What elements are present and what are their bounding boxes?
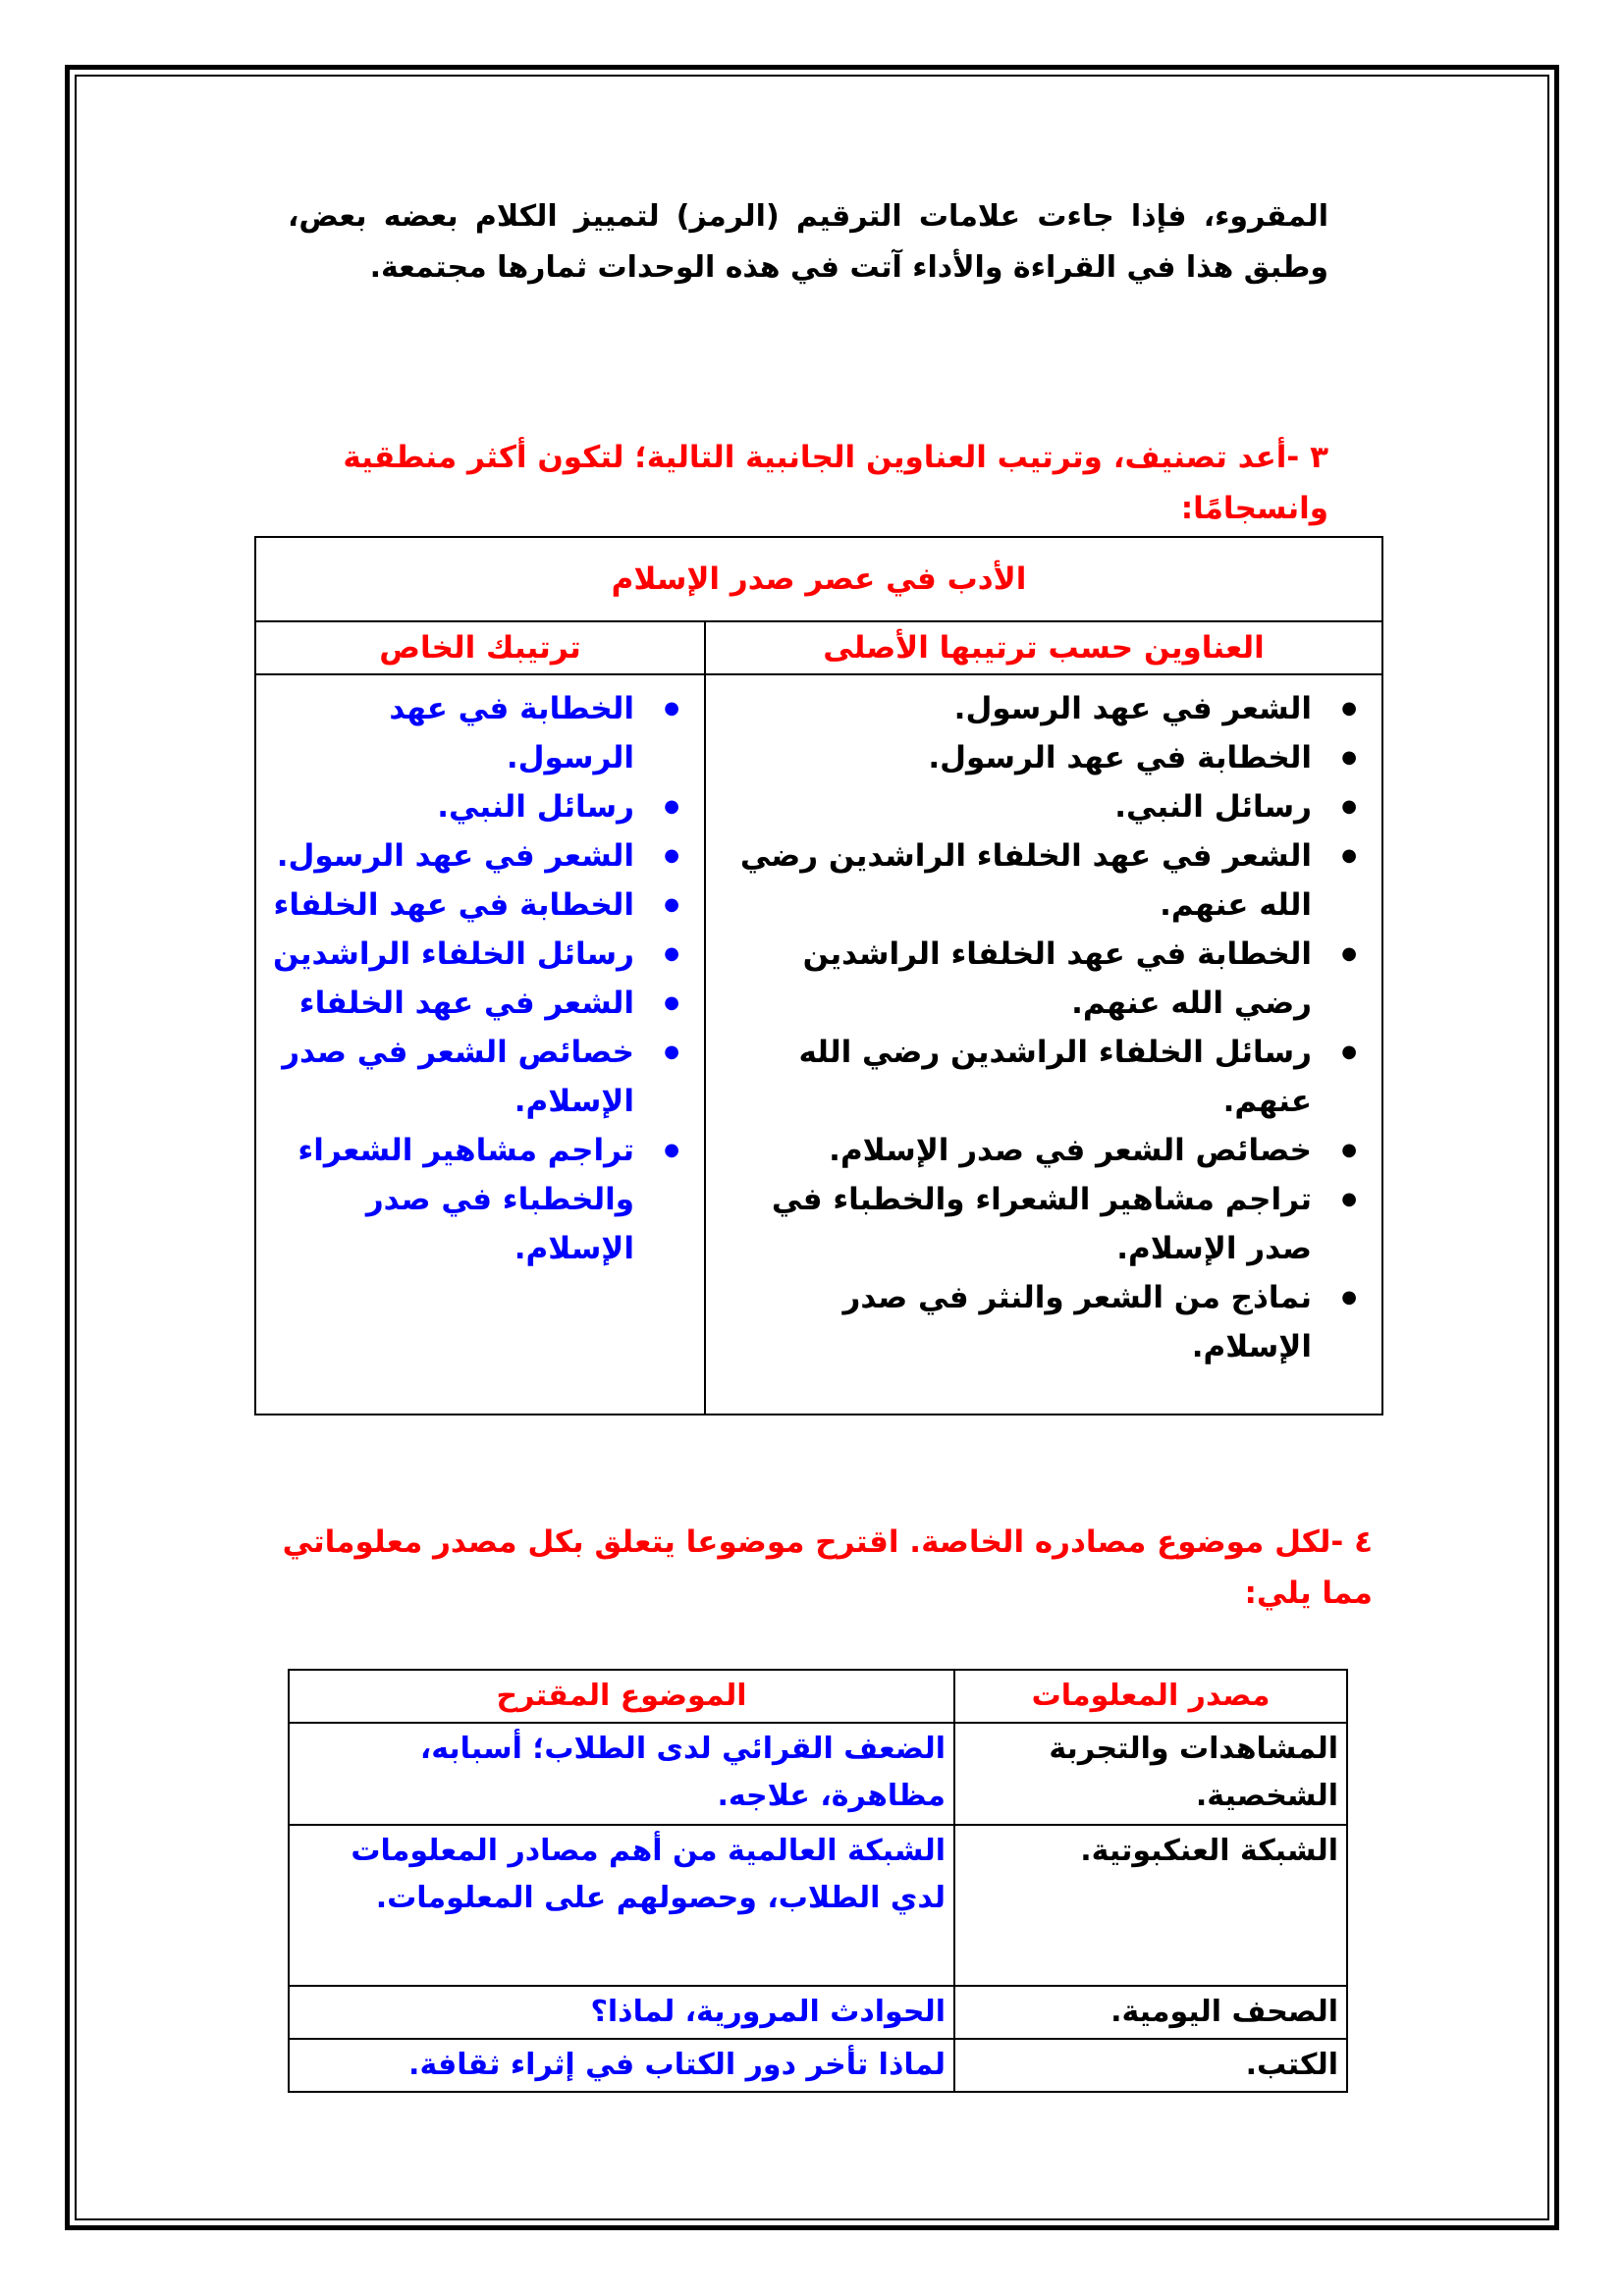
list-item: ● تراجم مشاهير الشعراء والخطباء في صدر الإسلام. — [271, 1126, 634, 1273]
list-item: ● الخطابة في عهد الرسول. — [721, 733, 1312, 782]
headings-table — [254, 536, 1383, 1415]
topic-cell: لماذا تأخر دور الكتاب في إثراء ثقافة. — [289, 2039, 954, 2092]
intro-paragraph: المقروء، فإذا جاءت علامات الترقيم (الرمز) لتمييز الكلام بعضه بعض، وطبق هذا في القراءة والأداء آتت في هذه الوحدات ثمارها مجتمعة. — [288, 199, 1328, 285]
topic-cell: الحوادث المرورية، لماذا؟ — [289, 1986, 954, 2039]
original-headings-cell — [705, 674, 1382, 1415]
list-item: ● الشعر في عهد الخلفاء — [271, 979, 634, 1028]
list-item: ● نماذج من الشعر والنثر في صدر الإسلام. — [721, 1273, 1312, 1371]
topic-cell: الضعف القرائي لدى الطلاب؛ أسبابه، مظاهرة، علاجه. — [289, 1723, 954, 1825]
list-item: ● الخطابة في عهد الخلفاء الراشدين رضي الله عنهم. — [721, 930, 1312, 1028]
list-item: ● رسائل الخلفاء الراشدين — [271, 930, 634, 979]
topic-cell: الشبكة العالمية من أهم مصادر المعلومات لدي الطلاب، وحصولهم على المعلومات. — [289, 1825, 954, 1986]
source-cell: الصحف اليومية. — [954, 1986, 1347, 2039]
list-item: ● الشعر في عهد الخلفاء الراشدين رضي الله عنهم. — [721, 831, 1312, 930]
source-cell: الشبكة العنكبوتية. — [954, 1825, 1347, 1986]
sources-table — [288, 1669, 1348, 2093]
list-item: ● رسائل النبي. — [721, 782, 1312, 831]
list-item: ● الخطابة في عهد الخلفاء — [271, 881, 634, 930]
list-item: ● تراجم مشاهير الشعراء والخطباء في صدر الإسلام. — [721, 1175, 1312, 1273]
table-row — [289, 1723, 1347, 1825]
list-item: ● خصائص الشعر في صدر الإسلام. — [271, 1028, 634, 1126]
original-headings-list — [707, 684, 1380, 1371]
list-item: ● الشعر في عهد الرسول. — [721, 684, 1312, 733]
headings-table-title: الأدب في عصر صدر الإسلام — [255, 537, 1382, 621]
list-item: ● رسائل الخلفاء الراشدين رضي الله عنهم. — [721, 1028, 1312, 1126]
list-item: ● الشعر في عهد الرسول. — [271, 831, 634, 881]
source-cell: الكتب. — [954, 2039, 1347, 2092]
custom-headings-cell — [255, 674, 705, 1415]
source-cell: المشاهدات والتجربة الشخصية. — [954, 1723, 1347, 1825]
column-custom-order: ترتيبك الخاص — [255, 621, 705, 674]
list-item: ● الخطابة في عهد الرسول. — [271, 684, 634, 782]
list-item: ● رسائل النبي. — [271, 782, 634, 831]
question-3-heading: ٣ -أعد تصنيف، وترتيب العناوين الجانبية التالية؛ لتكون أكثر منطقية وانسجامًا: — [343, 440, 1328, 526]
column-topic: الموضوع المقترح — [289, 1670, 954, 1723]
table-row — [289, 1825, 1347, 1986]
question-4-heading: ٤ -لكل موضوع مصادره الخاصة. اقترح موضوعا يتعلق بكل مصدر معلوماتي مما يلي: — [282, 1524, 1373, 1611]
list-item: ● خصائص الشعر في صدر الإسلام. — [721, 1126, 1312, 1175]
column-source: مصدر المعلومات — [954, 1670, 1347, 1723]
table-row — [289, 1986, 1347, 2039]
table-row — [289, 2039, 1347, 2092]
custom-headings-list — [257, 684, 703, 1273]
column-original-order: العناوين حسب ترتيبها الأصلى — [705, 621, 1382, 674]
